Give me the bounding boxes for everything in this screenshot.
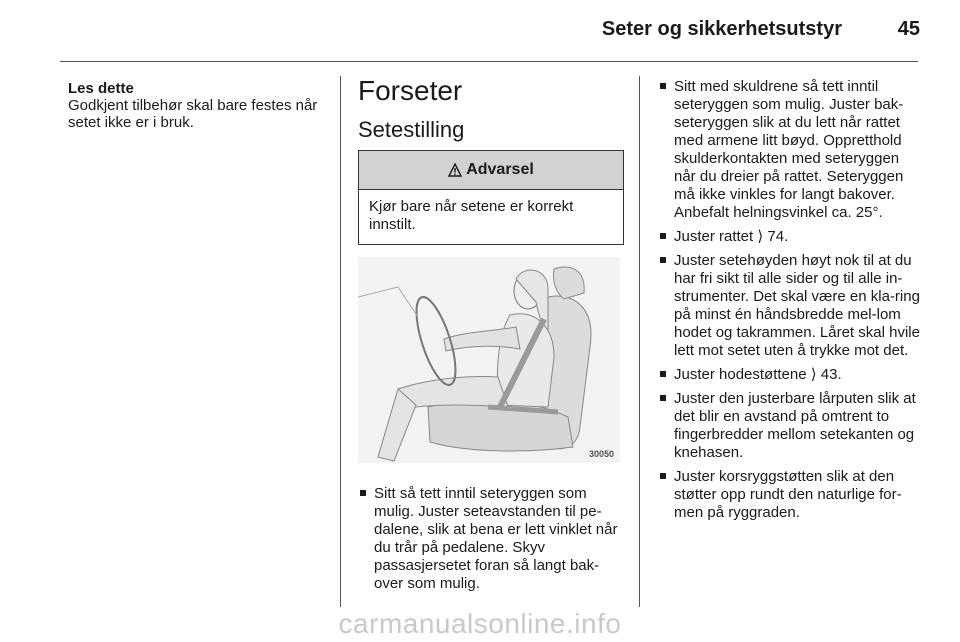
watermark: carmanualsonline.info: [338, 608, 622, 639]
warning-box: [358, 150, 624, 245]
instruction-list-2: [658, 78, 922, 522]
subsection-heading: Setestilling: [358, 117, 465, 142]
note-title: Les dette: [68, 80, 134, 97]
page-header: [0, 0, 960, 62]
list-item: Juster hodestøttene ⟩ 43.: [658, 366, 922, 384]
list-item: Sitt så tett inntil seteryggen som mulig. Juster seteavstanden til pe-dalene, slik at bena er lett vinklet når du trår på pedalene. Skyv passasjersetet foran så langt bak-over som mulig.: [358, 485, 624, 593]
column-divider-2: [639, 76, 640, 607]
note-body: Godkjent tilbehør skal bare festes når setet ikke er i bruk.: [68, 97, 318, 131]
warning-icon: [448, 163, 462, 177]
seated-driver-illustration: [358, 257, 620, 463]
list-item: Sitt med skuldrene så tett inntil seteryggen som mulig. Juster bak-seteryggen slik at du lett når rattet med armene litt bøyd. Oppretthold skulderkontakten med seteryggen når du dreier på rattet. Seteryggen må ikke vinkles for langt bakover. Anbefalt helningsvinkel ca. 25°.: [658, 78, 922, 222]
list-item: Juster korsryggstøtten slik at den støtter opp rundt den naturlige for-men på ryggraden.: [658, 468, 922, 522]
warning-text: Kjør bare når setene er korrekt innstilt.: [369, 198, 574, 233]
figure-number: 30050: [588, 449, 614, 459]
chapter-title: Seter og sikkerhetsutstyr: [601, 18, 842, 40]
column-3: [658, 78, 922, 528]
column-2: [358, 74, 624, 599]
page-number: 45: [897, 18, 920, 40]
warning-label: Advarsel: [466, 161, 534, 178]
column-1: [68, 80, 330, 131]
section-heading: Forseter: [358, 75, 463, 106]
header-rule: [60, 61, 918, 62]
column-divider-1: [340, 76, 341, 607]
list-item: Juster den justerbare lårputen slik at det blir en avstand på omtrent to fingerbredder mellom setekanten og knehasen.: [658, 390, 922, 462]
instruction-list-1: [358, 485, 624, 593]
list-item: Juster rattet ⟩ 74.: [658, 228, 922, 246]
warning-header: [359, 151, 623, 190]
list-item: Juster setehøyden høyt nok til at du har fri sikt til alle sider og til alle in-strumenter. Det skal være en kla-ring på minst én håndsbredde mel-lom hodet og takrammen. Låret skal hvile lett mot setet uten å trykke mot det.: [658, 252, 922, 360]
seating-illustration: [358, 257, 620, 463]
